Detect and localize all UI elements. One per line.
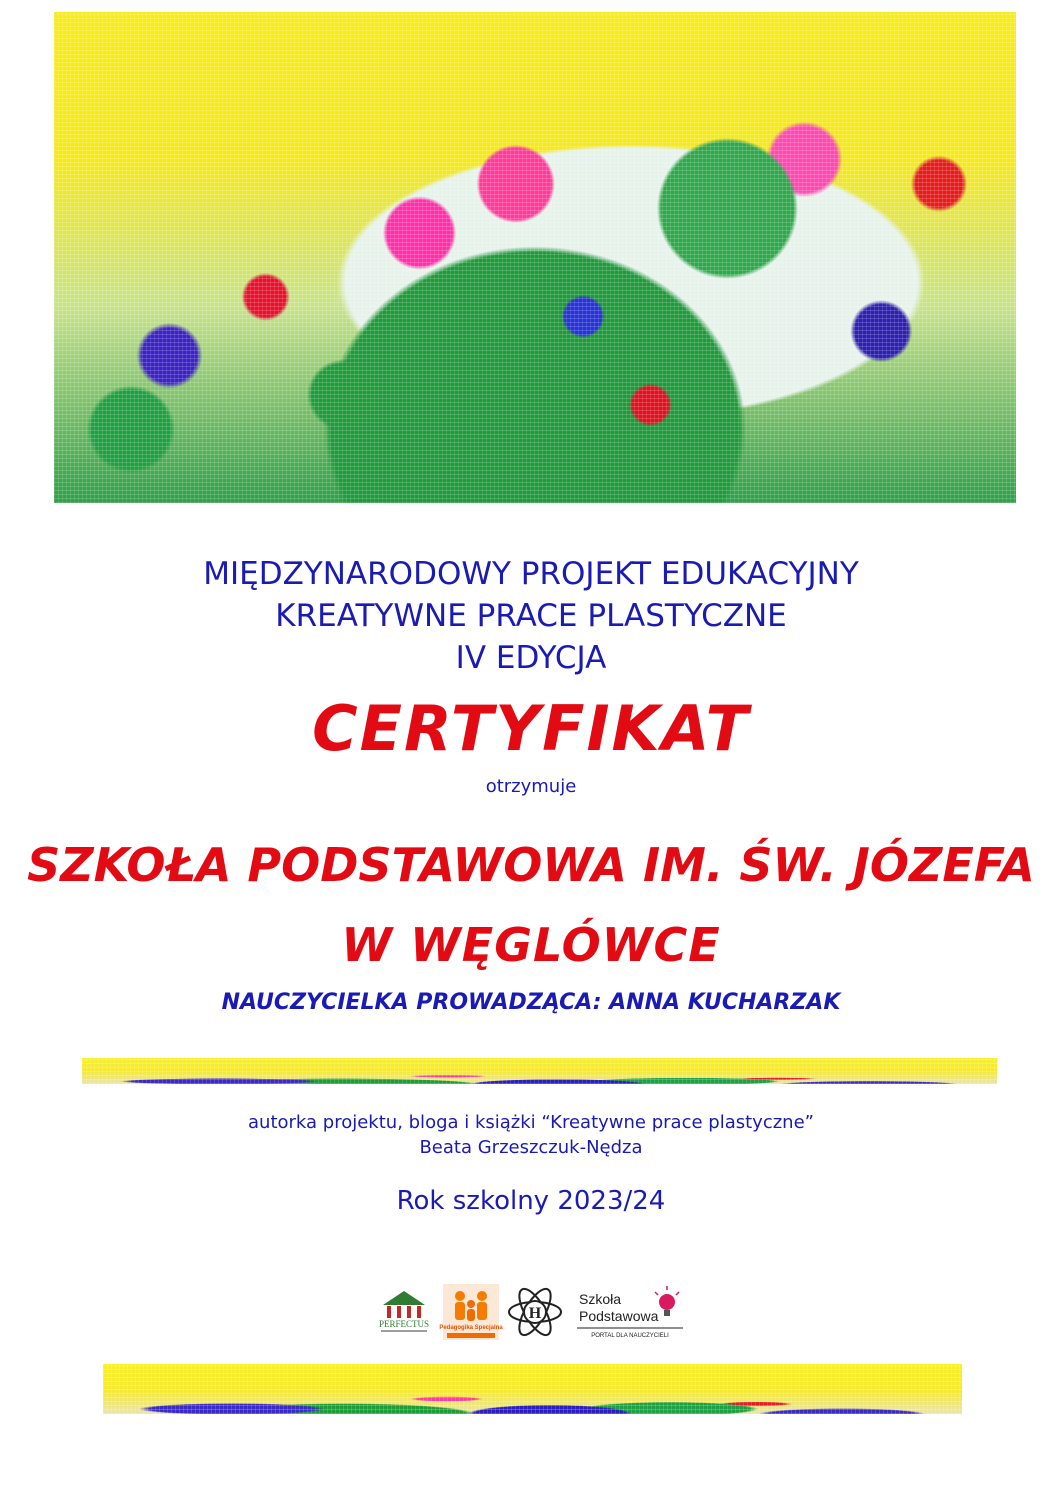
- school-year: Rok szkolny 2023/24: [396, 1186, 666, 1216]
- project-heading-line-3: IV EDYCJA: [455, 640, 607, 676]
- sp-logo-line-2: Podstawowa: [579, 1308, 659, 1324]
- pedagogika-specjalna-logo: [439, 1284, 503, 1340]
- certificate-title: CERTYFIKAT: [312, 692, 750, 765]
- perfectus-logo: [373, 1289, 435, 1335]
- recipient-name-line-2: W WĘGLÓWCE: [341, 918, 721, 972]
- pedagogika-logo-text: Pedagogika Specjalna: [439, 1325, 503, 1331]
- sp-logo-tagline: PORTAL DLA NAUCZYCIELI: [591, 1333, 669, 1339]
- receives-label: otrzymuje: [485, 776, 577, 797]
- teacher-line: NAUCZYCIELKA PROWADZĄCA: ANNA KUCHARZAK: [221, 990, 841, 1015]
- perfectus-logo-text: PERFECTUS: [378, 1319, 430, 1329]
- szkola-podstawowa-logo: [571, 1284, 689, 1340]
- project-heading-line-2: KREATYWNE PRACE PLASTYCZNE: [275, 598, 787, 634]
- author-line-1: autorka projektu, bloga i książki “Kreatywne prace plastyczne”: [248, 1112, 814, 1133]
- decorative-strip-middle: [82, 1058, 997, 1084]
- atom-logo-letter: H: [528, 1305, 542, 1322]
- sp-logo-line-1: Szkoła: [579, 1291, 622, 1307]
- project-heading-line-1: MIĘDZYNARODOWY PROJEKT EDUKACYJNY: [203, 556, 859, 592]
- recipient-name-line-1: SZKOŁA PODSTAWOWA IM. ŚW. JÓZEFA: [27, 838, 1035, 892]
- decorative-strip-bottom: [103, 1364, 962, 1414]
- atom-h-logo: [507, 1284, 563, 1340]
- sponsor-logos: [0, 1280, 1062, 1344]
- header-painting: [54, 12, 1016, 503]
- author-line-2: Beata Grzeszczuk-Nędza: [419, 1137, 643, 1158]
